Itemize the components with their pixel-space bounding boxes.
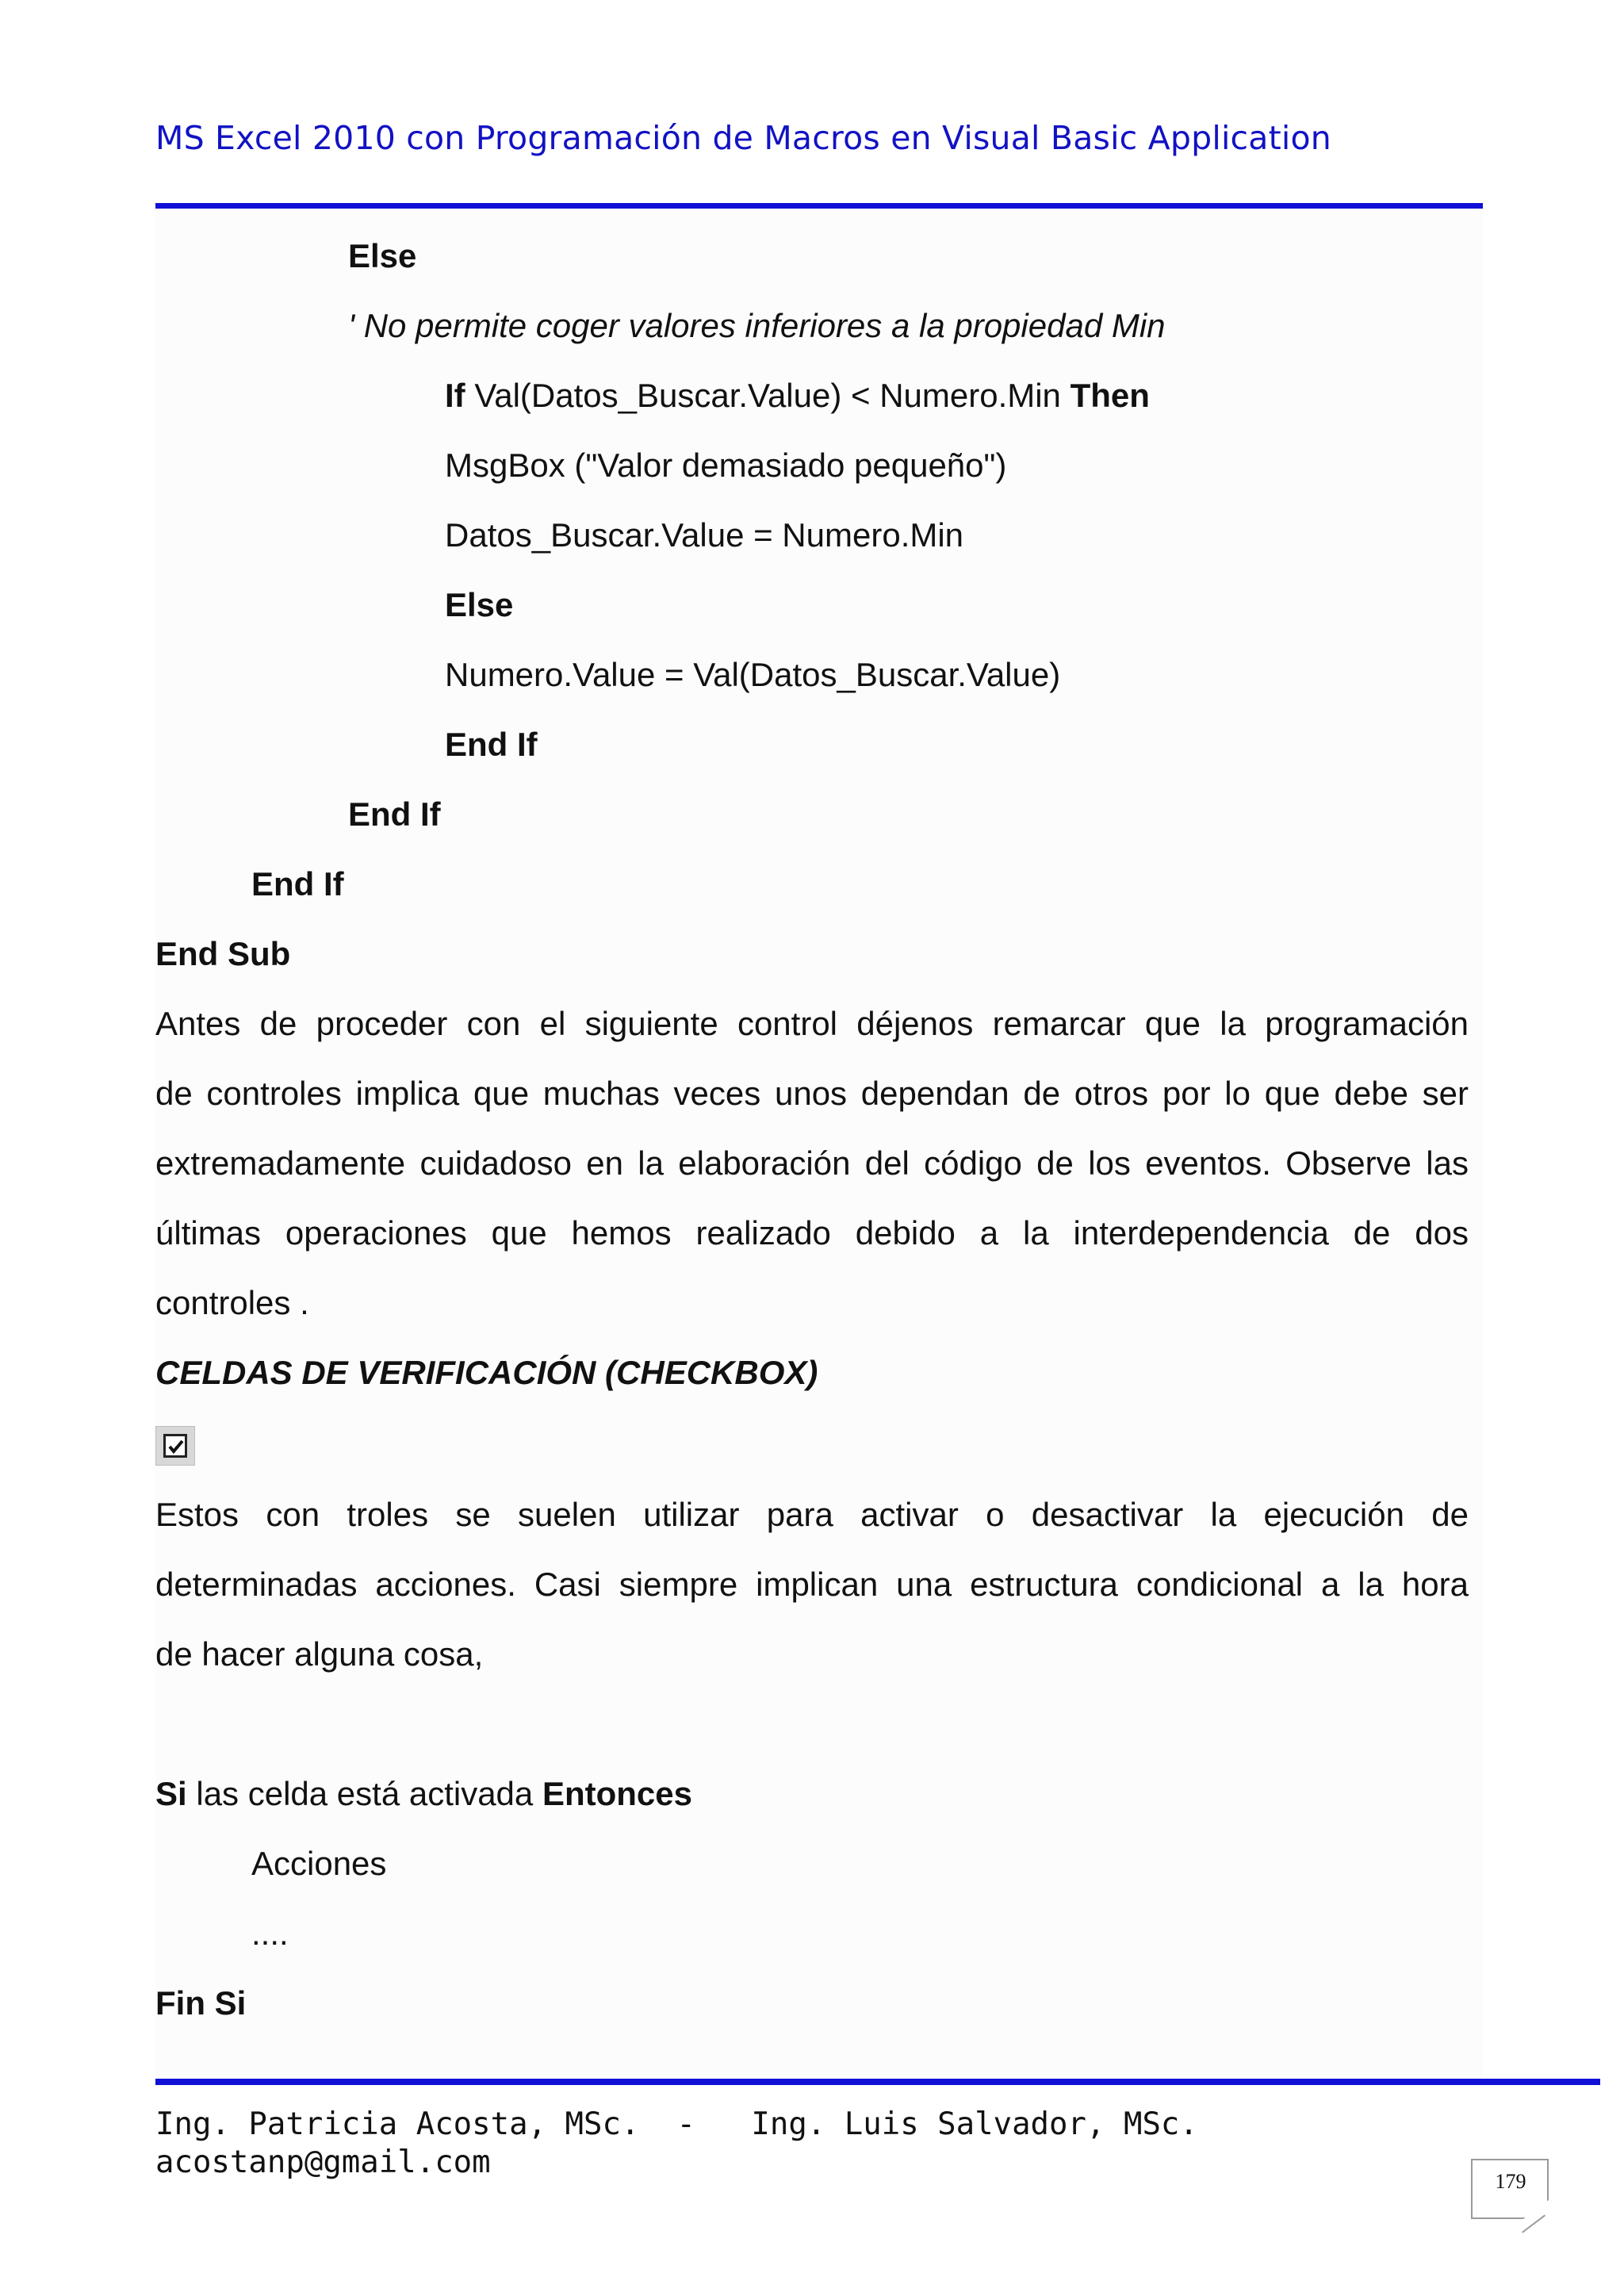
code-comment: ' No permite coger valores inferiores a la propiedad Min <box>348 307 1166 344</box>
pseudo-si-line <box>155 1770 692 1818</box>
footer-authors: Ing. Patricia Acosta, MSc. - Ing. Luis Salvador, MSc. <box>155 2106 1198 2142</box>
code-end-if-inner: End If <box>445 726 538 763</box>
code-if-condition: Val(Datos_Buscar.Value) < Numero.Min <box>465 377 1071 414</box>
code-if-line <box>445 372 1150 420</box>
header-rule <box>155 203 1483 209</box>
code-if-keyword: If <box>445 377 465 414</box>
paragraph-line: controles . <box>155 1284 309 1321</box>
pseudo-si-condition: las celda está activada <box>186 1775 542 1812</box>
footer-email: acostanp@gmail.com <box>155 2145 491 2180</box>
page-number-box <box>1471 2159 1549 2219</box>
paragraph-line: de controles implica que muchas veces unos dependan de otros por lo que debe ser <box>155 1075 1469 1112</box>
code-else-inner: Else <box>445 586 514 623</box>
paragraph-line: extremadamente cuidadoso en la elaboración del código de los eventos. Observe las <box>155 1144 1469 1182</box>
code-then-keyword: Then <box>1070 377 1150 414</box>
checkbox-checked-icon <box>155 1426 195 1466</box>
paragraph-line: determinadas acciones. Casi siempre implican una estructura condicional a la hora <box>155 1566 1469 1603</box>
pseudo-si-keyword: Si <box>155 1775 187 1812</box>
paragraph-line: de hacer alguna cosa, <box>155 1635 484 1673</box>
pseudo-ellipsis: .... <box>251 1915 289 1952</box>
checkbox-inner <box>163 1434 187 1458</box>
pseudo-entonces-keyword: Entonces <box>542 1775 692 1812</box>
code-end-if-middle: End If <box>348 795 441 833</box>
section-heading: CELDAS DE VERIFICACIÓN (CHECKBOX) <box>155 1354 818 1391</box>
page-number: 179 <box>1495 2170 1526 2193</box>
code-assign-value: Numero.Value = Val(Datos_Buscar.Value) <box>445 656 1061 693</box>
checkmark-icon <box>167 1438 185 1455</box>
paragraph-line: Estos con troles se suelen utilizar para activar o desactivar la ejecución de <box>155 1496 1469 1533</box>
paragraph-line: últimas operaciones que hemos realizado debido a la interdependencia de dos <box>155 1214 1469 1251</box>
footer-rule <box>155 2079 1600 2085</box>
running-header-title: MS Excel 2010 con Programación de Macros en Visual Basic Application <box>155 119 1331 157</box>
code-end-if-outer: End If <box>251 865 344 903</box>
code-msgbox: MsgBox ("Valor demasiado pequeño") <box>445 447 1007 484</box>
code-else: Else <box>348 237 417 274</box>
pseudo-acciones: Acciones <box>251 1845 387 1882</box>
pseudo-fin-si: Fin Si <box>155 1984 247 2022</box>
paragraph-line: Antes de proceder con el siguiente control déjenos remarcar que la programación <box>155 1005 1469 1042</box>
code-assign-min: Datos_Buscar.Value = Numero.Min <box>445 516 964 554</box>
code-end-sub: End Sub <box>155 935 291 972</box>
